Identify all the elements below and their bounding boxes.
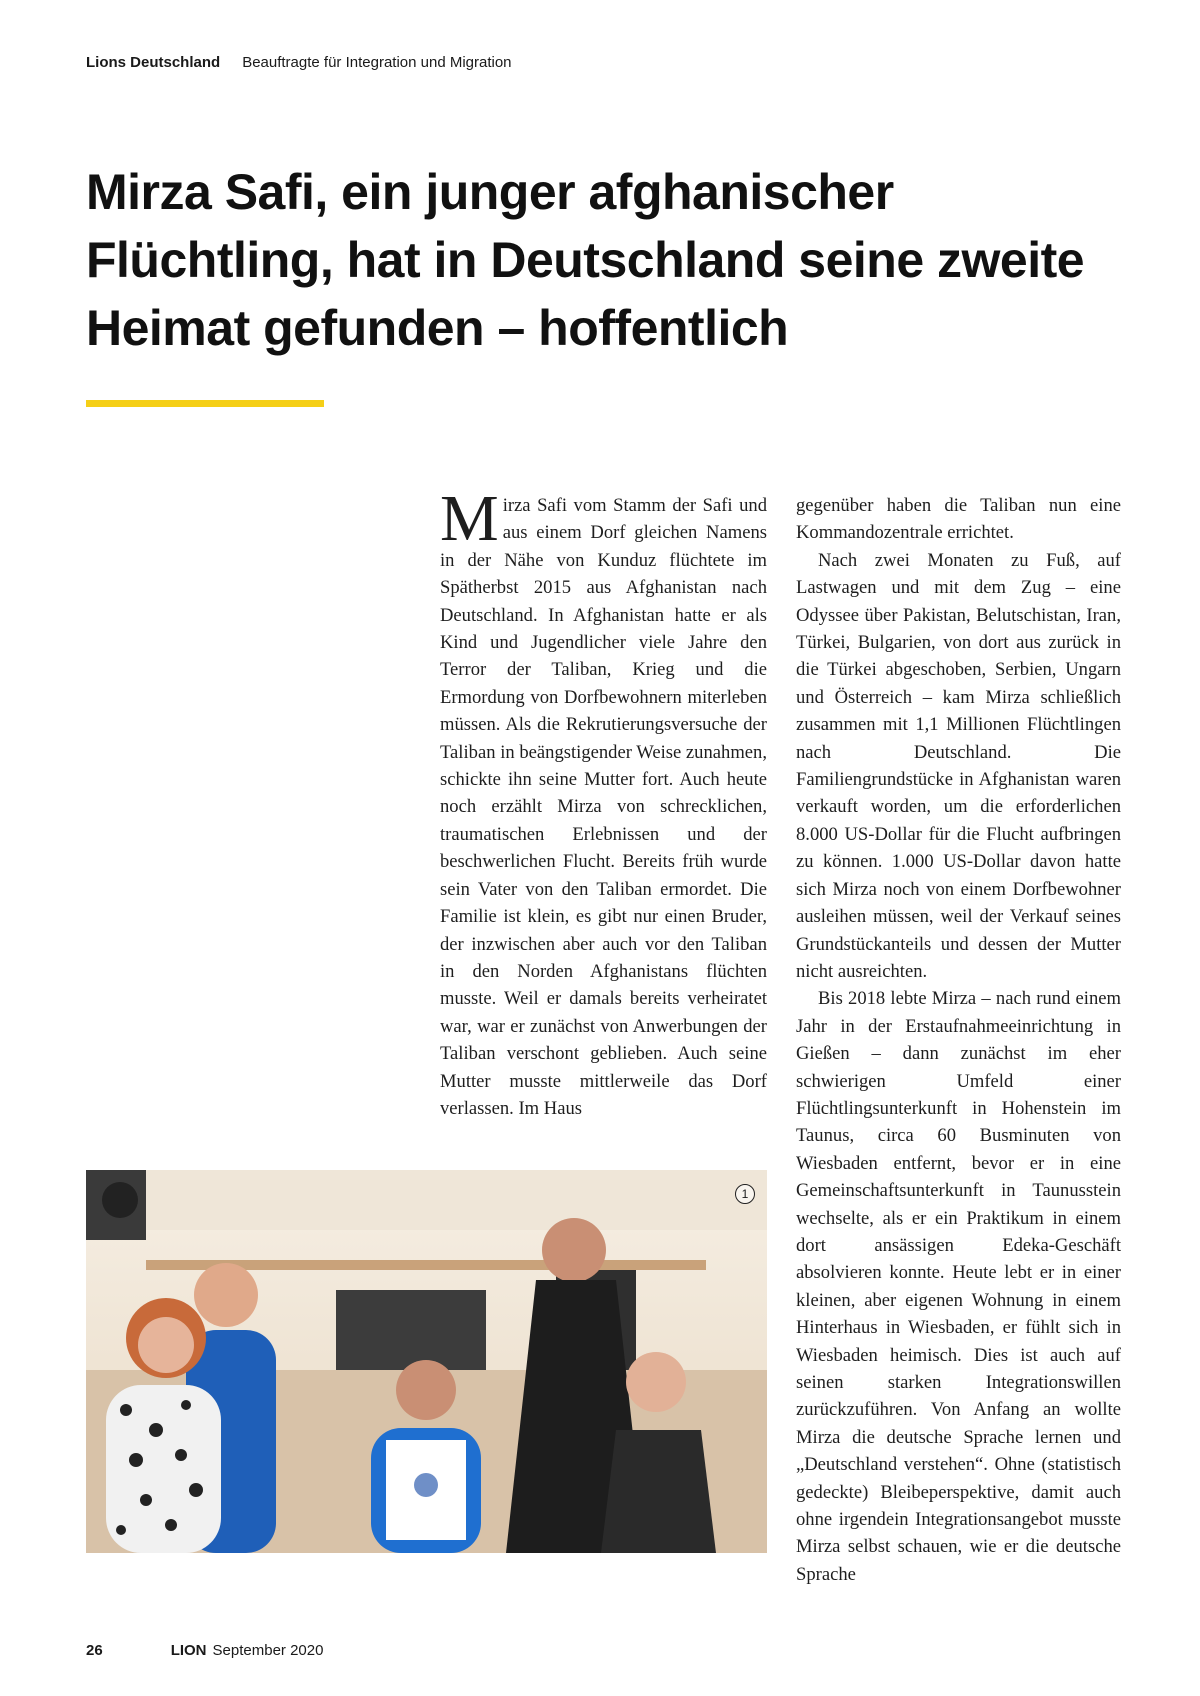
group-photo-image xyxy=(86,1170,767,1553)
headline: Mirza Safi, ein junger afghanischer Flüchtling, hat in Deutschland seine zweite Heimat gefunden – hoffentlich xyxy=(86,164,1085,356)
magazine-name: LION xyxy=(170,1642,207,1659)
article-column-1 xyxy=(440,492,767,1129)
article-paragraph: Nach zwei Monaten zu Fuß, auf Lastwagen und mit dem Zug – eine Odyssee über Pakistan, Belutschistan, Iran, Türkei, Bulgarien, von dort aus zurück in die Türkei abgeschoben, Serbien, Ungarn und Österreich – kam Mirza schließlich zusammen mit 1,1 Millionen Flüchtlingen nach Deutschland. Die Familiengrundstücke in Afghanistan waren verkauft worden, um die erforderlichen 8.000 US-Dollar für die Flucht aufbringen zu können. 1.000 US-Dollar davon hatte sich Mirza noch von einem Dorfbewohner ausleihen müssen, weil der Verkauf seines Grundstückanteils und dessen der Mutter nicht ausreichten. xyxy=(796,549,1121,982)
header-org: Lions Deutschland xyxy=(86,54,221,71)
header-dept: Beauftragte für Integration und Migration xyxy=(242,54,512,71)
article-paragraph: gegenüber haben die Taliban nun eine Kommandozentrale errichtet. xyxy=(796,495,1121,544)
drop-cap: M xyxy=(440,492,499,555)
page-footer xyxy=(86,1642,323,1659)
page-number: 26 xyxy=(86,1642,103,1659)
running-header xyxy=(86,54,512,71)
article-paragraph: irza Safi vom Stamm der Safi und aus einem Dorf gleichen Namens in der Nähe von Kunduz flüchtete im Spätherbst 2015 aus Afghanistan nach Deutschland. In Afghanistan hatte er als Kind und Jugendlicher viele Jahre den Terror der Taliban, Krieg und die Ermordung von Dorfbewohnern miterleben müssen. Als die Rekrutierungsversuche der Taliban in beängstigender Weise zunahmen, schickte ihn seine Mutter fort. Auch heute noch erzählt Mirza von schrecklichen, traumatischen Erlebnissen und der beschwerlichen Flucht. Bereits früh wurde sein Vater von den Taliban ermordet. Die Familie ist klein, es gibt nur einen Bruder, der inzwischen aber auch vor den Taliban in den Norden Afghanistans flüchten musste. Weil er damals bereits verheiratet war, war er zunächst von Anwerbungen der Taliban verschont geblieben. Auch seine Mutter musste mittlerweile das Dorf verlassen. Im Haus xyxy=(440,495,767,1119)
article-paragraph: Bis 2018 lebte Mirza – nach rund einem Jahr in der Erstaufnahmeeinrichtung in Gießen – dann zunächst im eher schwierigen Umfeld einer Flüchtlingsunterkunft in Hohenstein im Taunus, circa 60 Busminuten von Wiesbaden entfernt, bevor er in eine Gemeinschaftsunterkunft in Taunusstein wechselte, als er ein Praktikum in einem dort ansässigen Edeka-Geschäft absolvieren konnte. Heute lebt er in einer kleinen, aber eigenen Wohnung in einem Hinterhaus in Wiesbaden, er fühlt sich in Wiesbaden heimisch. Dies ist auch auf seinen starken Integrationswillen zurückzuführen. Von Anfang an wollte Mirza die deutsche Sprache lernen und „Deutschland verstehen“. Ohne (statistisch gedeckte) Bleibeperspektive, damit auch ohne irgendein Integrationsangebot musste Mirza selbst schauen, wie er die deutsche Sprache xyxy=(796,988,1121,1585)
photo-number-badge: 1 xyxy=(735,1184,755,1204)
issue-date: September 2020 xyxy=(212,1642,324,1659)
group-photo xyxy=(86,1170,767,1553)
article-column-2 xyxy=(796,492,1121,1588)
accent-rule xyxy=(86,400,324,407)
